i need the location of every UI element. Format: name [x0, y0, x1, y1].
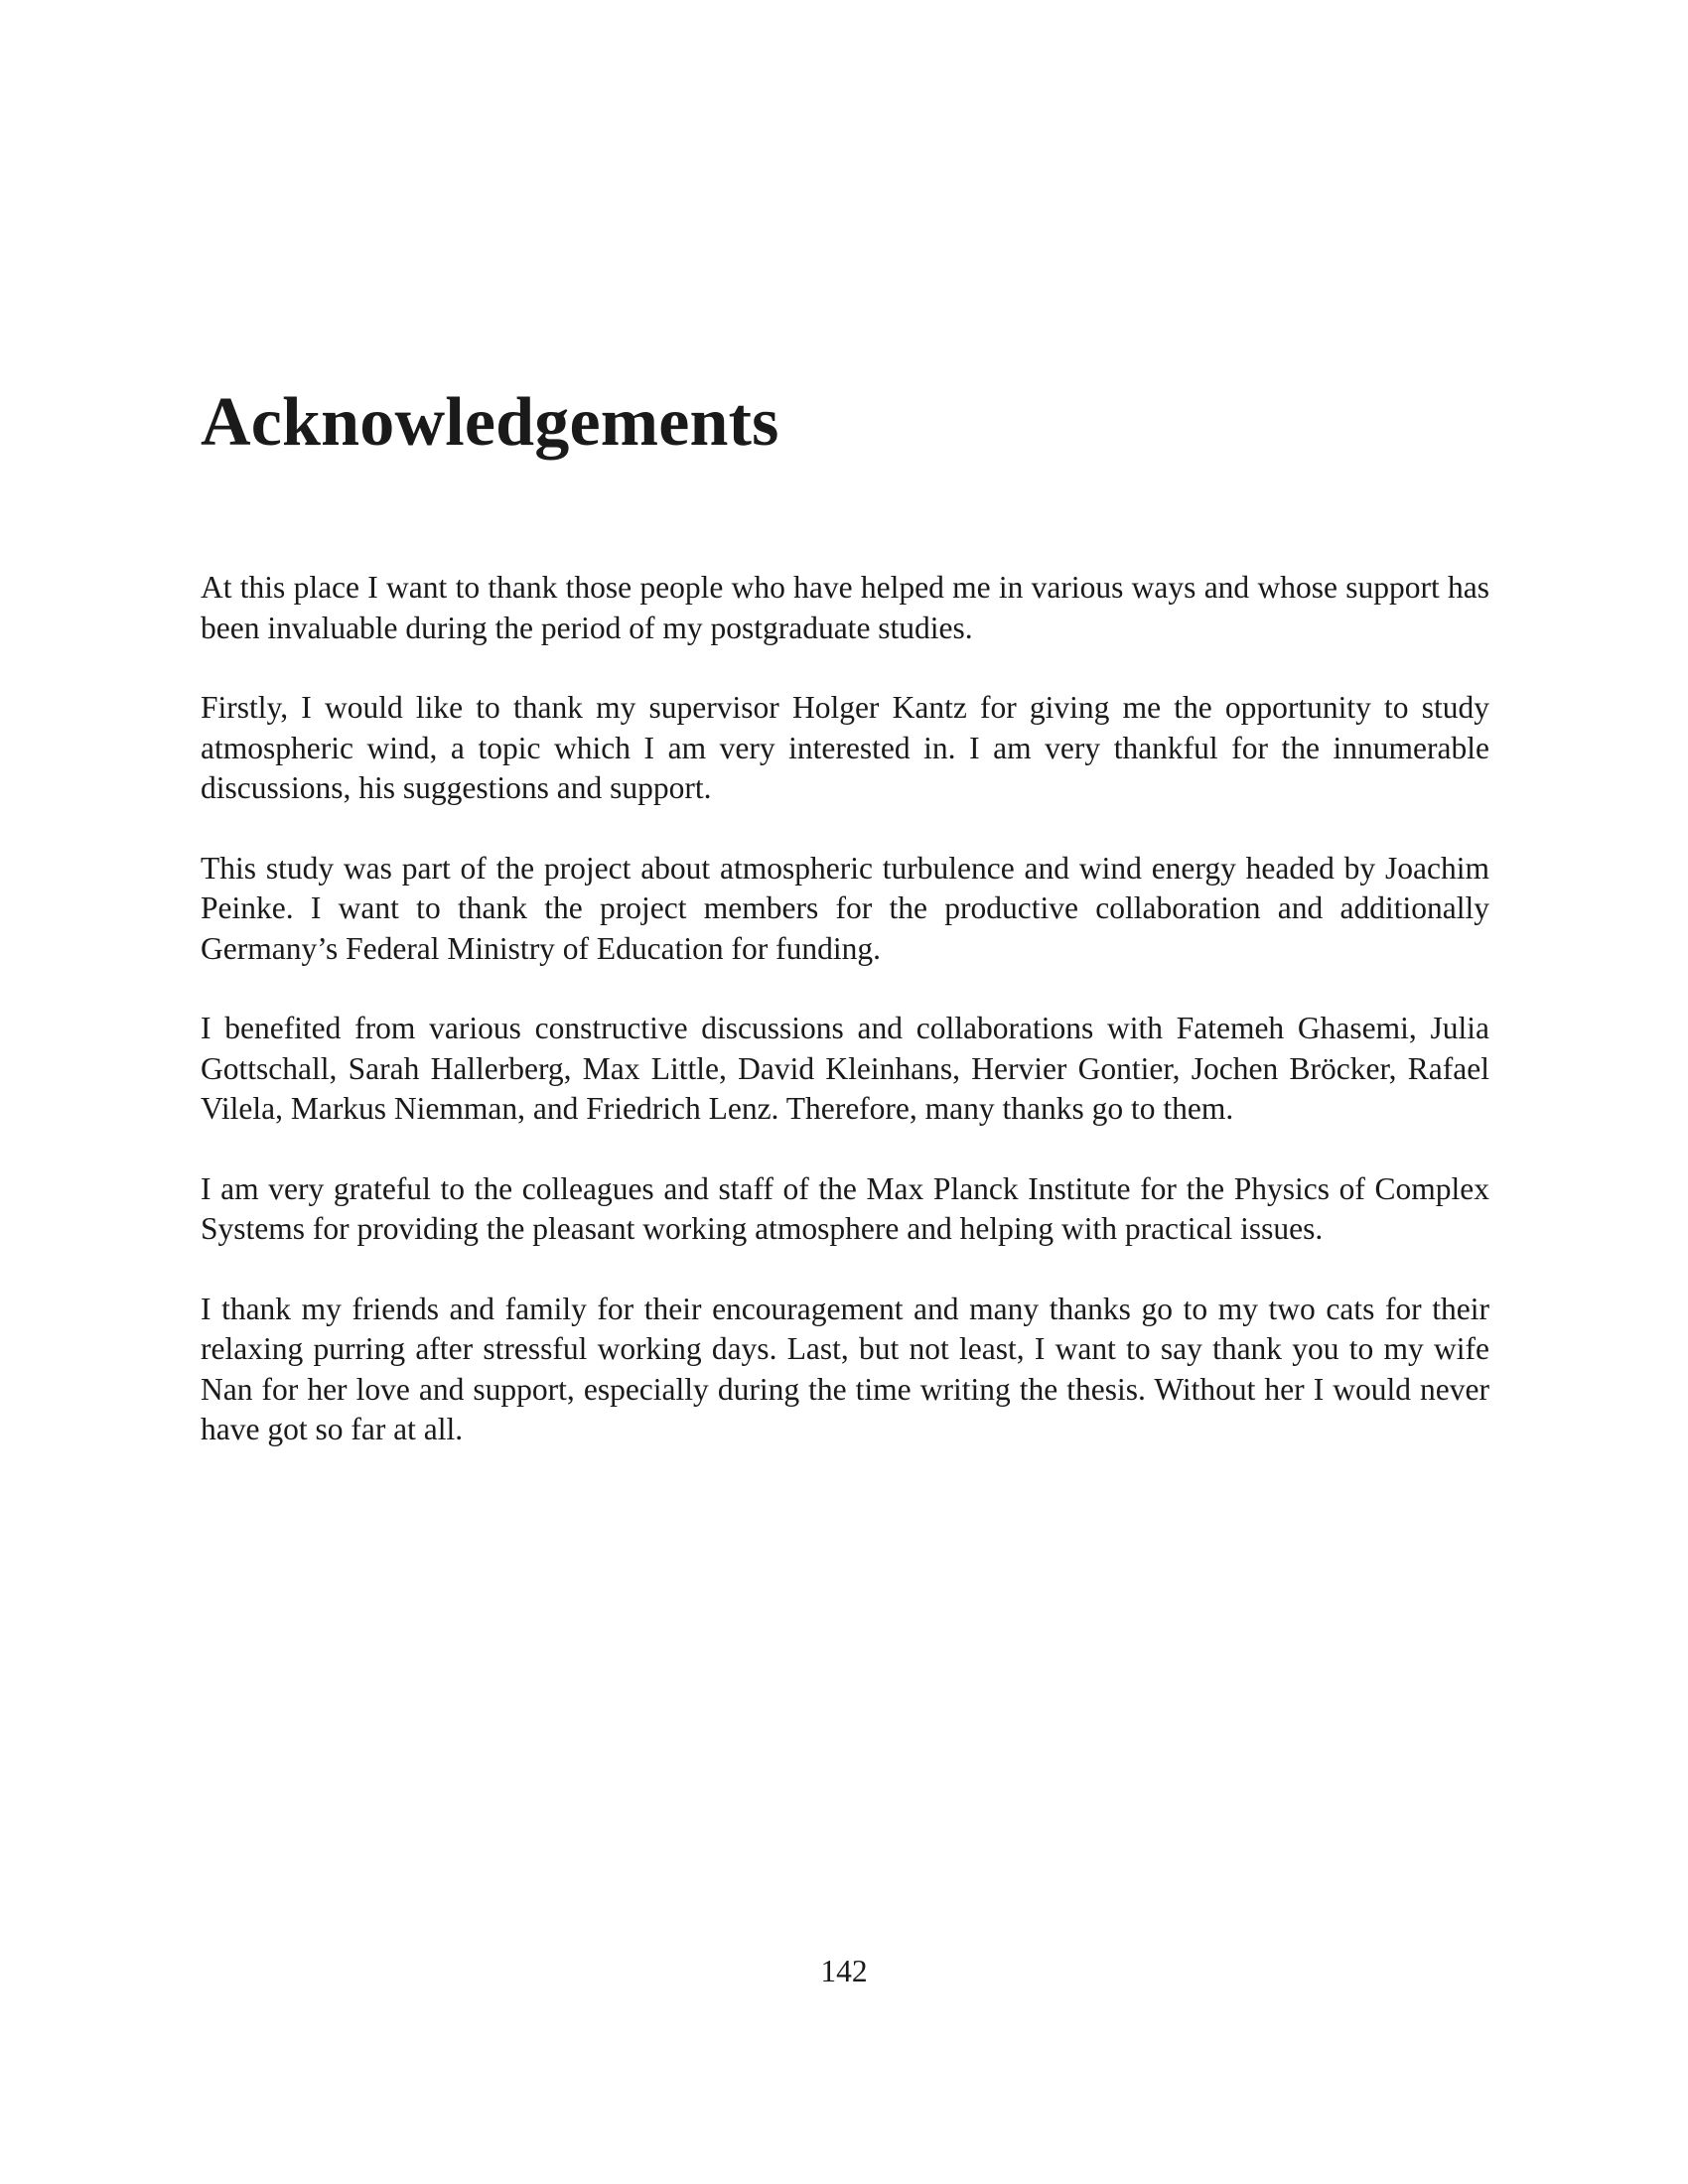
page-title: Acknowledgements	[201, 384, 779, 461]
paragraph-family: I thank my friends and family for their encouragement and many thanks go to my two cats for their relaxing purring after stressful working days. Last, but not least, I want to say thank you to my wife Nan for her love and support, especially during the time writing the thesis. Without her I would never have got so far at all.	[201, 1291, 1489, 1446]
paragraph-supervisor: Firstly, I would like to thank my supervisor Holger Kantz for giving me the opportunity to study atmospheric wind, a topic which I am very interested in. I am very thankful for the innumerable discussions, his suggestions and support.	[201, 690, 1489, 805]
paragraph-intro: At this place I want to thank those people who have helped me in various ways and whose support has been invaluable during the period of my postgraduate studies.	[201, 570, 1489, 645]
paragraph-institute: I am very grateful to the colleagues and staff of the Max Planck Institute for the Physics of Complex Systems for providing the pleasant working atmosphere and helping with practical issues.	[201, 1170, 1489, 1246]
acknowledgements-body	[201, 568, 1489, 1490]
paragraph-collaborators: I benefited from various constructive discussions and collaborations with Fatemeh Ghasemi, Julia Gottschall, Sarah Hallerberg, Max Little, David Kleinhans, Hervier Gontier, Jochen Bröcker, Rafael Vilela, Markus Niemman, and Friedrich Lenz. Therefore, many thanks go to them.	[201, 1011, 1489, 1126]
paragraph-project: This study was part of the project about atmospheric turbulence and wind energy headed by Joachim Peinke. I want to thank the project members for the productive collaboration and additionally Germany’s Federal Ministry of Education for funding.	[201, 850, 1489, 966]
page-number: 142	[820, 1954, 868, 1988]
